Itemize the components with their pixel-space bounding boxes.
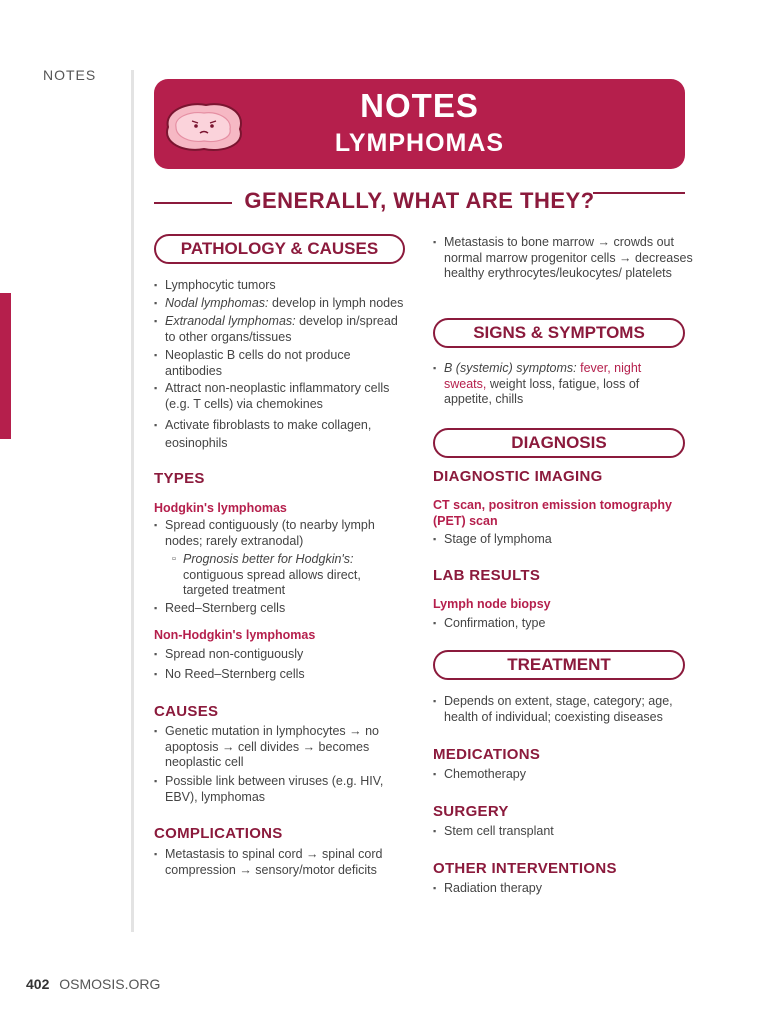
nonhodgkin-bullet-1: ▪ Spread non-contiguously <box>154 647 405 663</box>
banner-subtitle: LYMPHOMAS <box>334 129 505 157</box>
hodgkin-heading: Hodgkin's lymphomas <box>154 501 287 515</box>
diagnostic-imaging-heading: DIAGNOSTIC IMAGING <box>433 468 603 485</box>
other-interventions-heading: OTHER INTERVENTIONS <box>433 860 617 877</box>
section-title-text: GENERALLY, WHAT ARE THEY? <box>244 188 595 213</box>
hodgkin-subbullet: ▫ Prognosis better for Hodgkin's: contiguous spread allows direct, targeted treatment <box>172 552 393 599</box>
section-title <box>154 188 685 220</box>
pathology-bullet-5: ▪ Attract non-neoplastic inflammatory cells (e.g. T cells) via chemokines <box>154 381 410 412</box>
imaging-bullet: ▪ Stage of lymphoma <box>433 532 684 548</box>
hodgkin-bullet-1: ▪ Spread contiguously (to nearby lymph nodes; rarely extranodal) <box>154 518 405 549</box>
pathology-bullet-6: ▪ Activate fibroblasts to make collagen, eosinophils <box>154 416 395 452</box>
side-label: NOTES <box>43 67 97 83</box>
causes-bullet-2: ▪ Possible link between viruses (e.g. HIV, EBV), lymphomas <box>154 774 400 805</box>
metastasis-bullet: ▪ Metastasis to bone marrow → crowds out normal marrow progenitor cells → decreases healthy erythrocytes/leukocytes/ platelets <box>433 235 696 282</box>
signs-bullet: ▪ B (systemic) symptoms: fever, night sweats, weight loss, fatigue, loss of appetite, chills <box>433 361 674 408</box>
lab-results-heading: LAB RESULTS <box>433 567 541 584</box>
types-heading: TYPES <box>154 470 205 487</box>
pathology-bullet-3: ▪ Extranodal lymphomas: develop in/spread to other organs/tissues <box>154 314 405 345</box>
pathology-causes-pill: PATHOLOGY & CAUSES <box>154 234 405 264</box>
other-interventions-bullet: ▪ Radiation therapy <box>433 881 684 897</box>
page-tab-marker <box>0 293 11 439</box>
signs-symptoms-pill: SIGNS & SYMPTOMS <box>433 318 685 348</box>
causes-heading: CAUSES <box>154 703 219 720</box>
pathology-bullet-2: ▪ Nodal lymphomas: develop in lymph nodes <box>154 296 415 312</box>
pathology-bullet-4: ▪ Neoplastic B cells do not produce antibodies <box>154 348 375 379</box>
nonhodgkin-bullet-2: ▪ No Reed–Sternberg cells <box>154 667 405 683</box>
banner-title: NOTES <box>360 87 479 124</box>
complications-heading: COMPLICATIONS <box>154 825 283 842</box>
surgery-bullet: ▪ Stem cell transplant <box>433 824 684 840</box>
complications-bullet-1: ▪ Metastasis to spinal cord → spinal cord compression → sensory/motor deficits <box>154 847 400 878</box>
diagnosis-pill: DIAGNOSIS <box>433 428 685 458</box>
medications-bullet: ▪ Chemotherapy <box>433 767 684 783</box>
treatment-bullet: ▪ Depends on extent, stage, category; age, health of individual; coexisting diseases <box>433 694 689 725</box>
imaging-subheading: CT scan, positron emission tomography (PET) scan <box>433 498 672 528</box>
hodgkin-bullet-2: ▪ Reed–Sternberg cells <box>154 601 405 617</box>
pathology-bullet-1: ▪ Lymphocytic tumors <box>154 278 415 294</box>
treatment-pill: TREATMENT <box>433 650 685 680</box>
nonhodgkin-heading: Non-Hodgkin's lymphomas <box>154 628 316 642</box>
lab-bullet: ▪ Confirmation, type <box>433 616 684 632</box>
surgery-heading: SURGERY <box>433 803 509 820</box>
lab-subheading: Lymph node biopsy <box>433 597 551 611</box>
causes-bullet-1: ▪ Genetic mutation in lymphocytes → no apoptosis → cell divides → becomes neoplastic cell <box>154 724 400 771</box>
header-banner <box>154 79 685 169</box>
margin-divider <box>131 70 134 932</box>
page-footer <box>26 976 160 992</box>
medications-heading: MEDICATIONS <box>433 746 541 763</box>
page-number: 402 <box>26 976 50 992</box>
site-link[interactable]: OSMOSIS.ORG <box>59 976 161 992</box>
